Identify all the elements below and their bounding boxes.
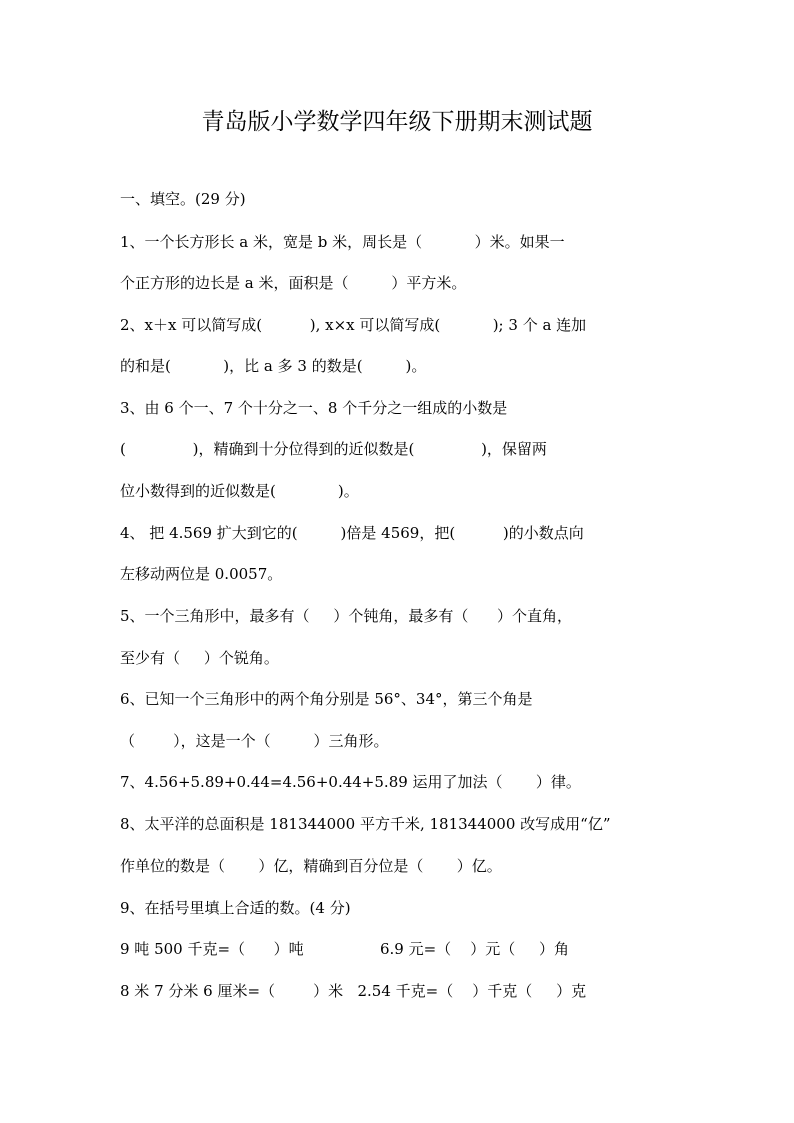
question-1-line-2: 个正方形的边长是 a 米，面积是（ ）平方米。 [120, 274, 467, 292]
question-8-line-2: 作单位的数是（ ）亿，精确到百分位是（ ）亿。 [120, 857, 502, 875]
question-9-heading: 9、在括号里填上合适的数。(4 分) [120, 899, 351, 917]
question-2-line-2: 的和是( )，比 a 多 3 的数是( )。 [120, 357, 427, 375]
question-7-line-1: 7、4.56+5.89+0.44=4.56+0.44+5.89 运用了加法（ ）律。 [120, 773, 581, 791]
page-title: 青岛版小学数学四年级下册期末测试题 [201, 109, 593, 135]
question-2-line-1: 2、x＋x 可以简写成( ), x×x 可以简写成( ); 3 个 a 连加 [120, 316, 587, 334]
question-6-line-1: 6、已知一个三角形中的两个角分别是 56°、34°，第三个角是 [120, 690, 533, 708]
question-6-line-2: （ ），这是一个（ ）三角形。 [120, 732, 389, 750]
question-4-line-2: 左移动两位是 0.0057。 [120, 565, 283, 583]
question-3-line-2: ( )，精确到十分位得到的近似数是( )，保留两 [120, 440, 547, 458]
section-heading-fill-blank: 一、填空。(29 分) [120, 190, 246, 208]
question-4-line-1: 4、 把 4.569 扩大到它的( )倍是 4569，把( )的小数点向 [120, 524, 584, 542]
question-5-line-2: 至少有（ ）个锐角。 [120, 649, 279, 667]
question-8-line-1: 8、太平洋的总面积是 181344000 平方千米, 181344000 改写成用“亿” [120, 815, 611, 833]
question-1-line-1: 1、一个长方形长 a 米，宽是 b 米，周长是（ ）米。如果一 [120, 233, 565, 251]
question-5-line-1: 5、一个三角形中，最多有（ ）个钝角，最多有（ ）个直角， [120, 607, 572, 625]
question-9-line-2: 8 米 7 分米 6 厘米=（ ）米 2.54 千克=（ ）千克（ ）克 [120, 982, 587, 1000]
question-9-line-1: 9 吨 500 千克=（ ）吨 6.9 元=（ ）元（ ）角 [120, 940, 570, 958]
question-3-line-1: 3、由 6 个一、7 个十分之一、8 个千分之一组成的小数是 [120, 399, 508, 417]
question-3-line-3: 位小数得到的近似数是( )。 [120, 482, 359, 500]
